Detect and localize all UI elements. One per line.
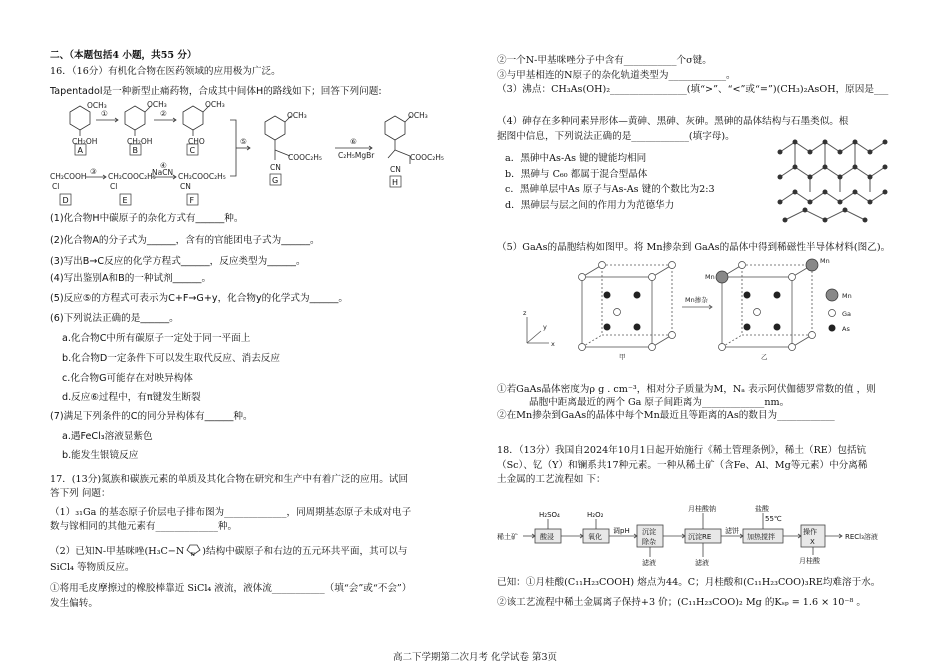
q16-option-c: c.化合物G可能存在对映异构体	[62, 373, 193, 384]
r-line-4a: （4）砷存在多种同素异形体—黄砷、黑砷、灰砷。黑砷的晶体结构与石墨类似。根	[497, 116, 849, 127]
label-g: G	[272, 176, 279, 185]
step2: ②	[160, 109, 167, 118]
b-ch2oh: CH₂OH	[127, 137, 153, 146]
d-formula1: CH₂COOH	[50, 172, 87, 181]
h-cooc2h5: COOC₂H₅	[410, 153, 444, 162]
r-line-1: ②一个N-甲基咪唑分子中含有___________个σ键。	[497, 55, 712, 66]
synthesis-scheme	[50, 100, 460, 208]
q16-item-4: (4)写出鉴别A和B的一种试剂______。	[50, 273, 212, 284]
legend-as: As	[842, 325, 850, 333]
flow-hcl: 盐酸	[755, 505, 769, 513]
flow-lauric1: 月桂酸钠	[688, 505, 716, 513]
label-c: C	[189, 146, 196, 155]
c-cho: CHO	[188, 137, 205, 146]
axis-x: x	[551, 340, 555, 348]
q16-item-2: (2)化合物A的分子式为______，含有的官能团电子式为______。	[50, 235, 320, 246]
nacn: NaCN	[152, 168, 174, 177]
axis-z: z	[523, 309, 527, 317]
r-line-6a: ①若GaAs晶体密度为ρ g . cm⁻³，相对分子质量为M，Nₐ 表示阿伏伽德罗常数的值 ，则	[497, 384, 876, 395]
flow-h2o2: H₂O₂	[587, 511, 604, 519]
f-formula2: CN	[180, 182, 191, 191]
q17-part2-pre: （2）已知N-甲基咪唑(	[50, 546, 149, 557]
flow-filtrate2: 滤液	[695, 559, 709, 567]
q17-part1-b: 数与镓相同的其他元素有_____________种。	[50, 521, 238, 532]
step1: ①	[101, 109, 108, 118]
q17-part2-post: )结构中碳原子和右边的五元环共平面，其可以与	[202, 546, 408, 557]
flow-product: RECl₃溶液	[845, 533, 878, 541]
q16-item-3: (3)写出B→C反应的化学方程式______，反应类型为______。	[50, 256, 306, 267]
r-line-4b: 据图中信息，下列说法正确的是____________(填字母)。	[497, 131, 735, 142]
q16-intro: Tapentadol是一种新型止痛药物，合成其中间体H的路线如下；回答下列问题:	[50, 86, 382, 97]
flow-precip1b: 除杂	[642, 538, 656, 546]
g-cn: CN	[270, 163, 281, 172]
process-flowchart	[497, 505, 907, 570]
q18-line-c: 土金属的工艺流程如 下：	[497, 474, 606, 485]
flow-filtrate1: 滤液	[642, 559, 656, 567]
flow-temp: 55℃	[765, 515, 782, 523]
q18-line-a: 18．（13分）我国自2024年10月1日起开始施行《稀土管理条例》，稀土（RE）包括钪	[497, 445, 867, 456]
imidazole-formula: H₃C−N	[148, 546, 185, 557]
q16-heading: 16．（16分）有机化合物在医药领域的应用极为广泛。	[50, 66, 281, 77]
flow-filter: 滤饼	[725, 527, 739, 535]
d-formula2: Cl	[52, 182, 60, 191]
mn-top-label: Mn	[820, 257, 830, 265]
step3: ③	[90, 167, 97, 176]
step6: ⑥	[350, 137, 357, 146]
q16-option-a: a.化合物C中所有碳原子一定处于同一平面上	[62, 333, 251, 344]
black-arsenic-structure	[775, 132, 895, 232]
e-formula1: CH₂COOC₂H₅	[108, 172, 156, 181]
q16-option-b: b.化合物D一定条件下可以发生取代反应、消去反应	[62, 353, 280, 364]
r-line-6b: 晶胞中距离最近的两个 Ga 原子间距离为_____________nm。	[529, 397, 790, 408]
q16-cond-b: b.能发生银镜反应	[62, 450, 139, 461]
step5: ⑤	[240, 137, 247, 146]
flow-ph: 调pH	[613, 527, 630, 535]
h-och3: OCH₃	[408, 111, 428, 120]
label-e: E	[122, 196, 128, 205]
f-formula1: CH₂COOC₂H₅	[178, 172, 226, 181]
q16-item-5: (5)反应⑤的方程式可表示为C+F→G+y，化合物y的化学式为______。	[50, 293, 348, 304]
label-yi: 乙	[761, 353, 768, 361]
q16-cond-a: a.遇FeCl₃溶液显紫色	[62, 431, 153, 442]
flow-op: 操作	[803, 528, 817, 536]
legend-mn: Mn	[842, 292, 852, 300]
gaas-crystal-figure	[517, 255, 897, 365]
label-d: D	[62, 196, 69, 205]
known-2: ②该工艺流程中稀土金属离子保持+3 价；(C₁₁H₂₃COO)₂ Mg 的Kₛₚ = 1.6 × 10⁻⁸ 。	[497, 597, 866, 608]
a-ch2oh: CH₂OH	[72, 137, 98, 146]
label-a: A	[77, 146, 83, 155]
q16-option-d: d.反应⑥过程中，有π键发生断裂	[62, 392, 201, 403]
imidazole-ring-icon	[184, 543, 202, 557]
legend-ga: Ga	[842, 310, 852, 318]
axis-y: y	[543, 323, 547, 331]
flow-precip1a: 沉淀	[642, 528, 656, 536]
r-opt-b: b．黑砷与 C₆₀ 都属于混合型晶体	[505, 169, 648, 180]
flow-h2so4: H₂SO₄	[539, 511, 560, 519]
q17-part1-a: （1）₃₁Ga 的基态原子价层电子排布图为_____________，同周期基态原子未成对电子	[50, 507, 412, 518]
label-jia: 甲	[619, 353, 626, 361]
q16-item-7: (7)满足下列条件的C的同分异构体有______种。	[50, 411, 253, 422]
q16-item-1: (1)化合物H中碳原子的杂化方式有______种。	[50, 213, 244, 224]
q17-heading-1: 17．(13分)氮族和碳族元素的单质及其化合物在研究和生产中有着广泛的应用。试回	[50, 474, 409, 485]
r-line-7: ②在Mn掺杂到GaAs的晶体中每个Mn最近且等距离的As的数目为____________	[497, 410, 835, 421]
label-h: H	[392, 178, 399, 187]
q17-part2-a	[50, 543, 407, 558]
flow-oxid: 氧化	[588, 533, 602, 541]
flow-lauric2: 月桂酸	[799, 557, 820, 565]
r-opt-d: d．黑砷层与层之间的作用力为范德华力	[505, 200, 675, 211]
q17-part3-a: ①将用毛皮摩擦过的橡胶棒靠近 SiCl₄ 液流，液体流___________（填“会”或“不会”）	[50, 583, 412, 594]
flow-heat: 加热搅拌	[747, 533, 775, 541]
flow-precipre: 沉淀RE	[688, 533, 712, 541]
c-och3: OCH₃	[205, 100, 225, 109]
mn-side-label: Mn	[705, 273, 715, 281]
right-column	[497, 0, 907, 640]
q17-heading-2: 答下列 问题：	[50, 488, 111, 499]
flow-leach: 酸浸	[540, 533, 554, 541]
r-line-3: （3）沸点：CH₃As(OH)₂________________(填“>”、“<”或“=”)(CH₃)₂AsOH，原因是___	[497, 84, 889, 95]
b-och3: OCH₃	[147, 100, 167, 109]
q17-part2-b: SiCl₄ 等物质反应。	[50, 562, 135, 573]
q18-line-b: （Sc）、钇（Y）和镧系共17种元素。一种从稀土矿（含Fe、Al、Mg等元素）中分离稀	[497, 460, 868, 471]
svg-text:N: N	[191, 552, 195, 557]
reagent6: C₂H₅MgBr	[338, 151, 375, 160]
label-f: F	[189, 196, 195, 205]
h-cn: CN	[390, 165, 401, 174]
q16-item-6: (6)下列说法正确的是______。	[50, 313, 179, 324]
r-opt-a: a．黑砷中As-As 键的键能均相同	[505, 153, 647, 164]
known-1: 已知：①月桂酸(C₁₁H₂₃COOH) 熔点为44。C；月桂酸和(C₁₁H₂₃COO)₃RE均难溶于水。	[497, 577, 881, 588]
flow-x: X	[810, 538, 815, 546]
q17-part3-b: 发生偏转。	[50, 598, 98, 609]
e-formula2: Cl	[110, 182, 118, 191]
r-opt-c: c．黑砷单层中As 原子与As-As 键的个数比为2:3	[505, 184, 715, 195]
left-column	[50, 0, 460, 640]
step4: ④	[160, 161, 167, 170]
r-line-5: （5）GaAs的晶胞结构如图甲。将 Mn掺杂到 GaAs的晶体中得到稀磁性半导体材料(图乙)。	[497, 242, 891, 253]
g-cooc2h5: COOC₂H₅	[288, 153, 322, 162]
page-footer: 高二下学期第二次月考 化学试卷 第3页	[392, 652, 558, 663]
label-b: B	[132, 146, 138, 155]
arrow-mn-doping: Mn掺杂	[685, 296, 708, 304]
a-och3: OCH₃	[87, 101, 107, 110]
g-och3: OCH₃	[287, 111, 307, 120]
flow-ore: 稀土矿	[497, 533, 518, 541]
section-heading: 二、（本题包括4 小题，共55 分）	[50, 50, 197, 61]
r-line-2: ③与甲基相连的N原子的杂化轨道类型为____________。	[497, 70, 736, 81]
